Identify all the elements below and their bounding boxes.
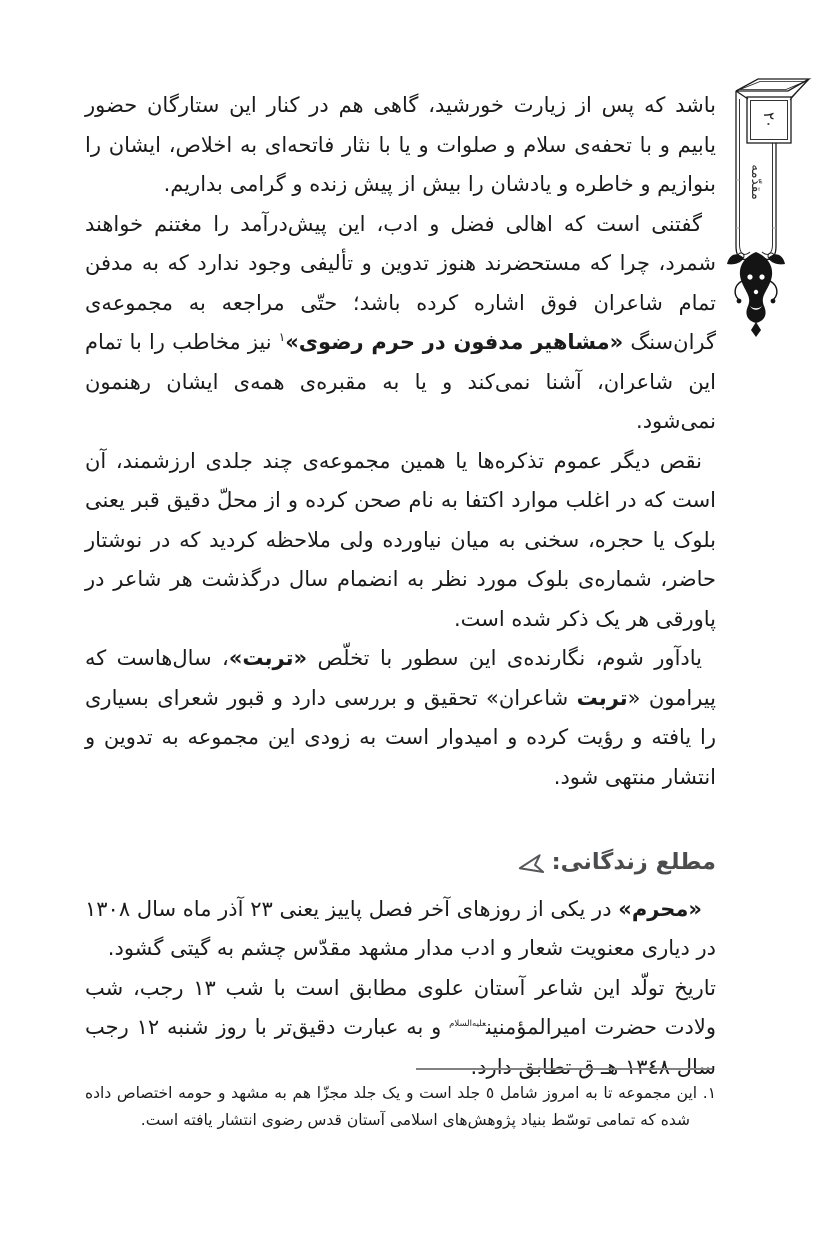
section-arrow-icon xyxy=(515,852,545,879)
text-segment: تربت xyxy=(576,685,628,710)
text-segment: نقص دیگر عموم تذکره‌ها یا همین مجموعه‌ی چند جلدی ارزشمند، آن است که در اغلب موارد اکتفا به نام صحن کرده و از محلّ دقیق قبر یعنی بلوک یا حجره، سخنی به میان نیاورده ولی ملاحظه کردید که در نوشتار حاضر، شماره‌ی بلوک مورد نظر به انضمام سال درگذشت هر شاعر در پاورقی هر یک ذکر شده است. xyxy=(85,448,716,631)
text-segment: «محرم» xyxy=(618,896,702,921)
page-number: ۲۰ xyxy=(760,111,778,129)
text-segment: یادآور شوم، نگارنده‌ی این سطور با تخلّص xyxy=(307,646,702,670)
paragraph xyxy=(85,890,716,969)
margin-bookmark xyxy=(722,70,818,342)
text-segment: و به عبارت دقیق‌تر با روز شنبه ۱۲ رجب سال ۱۳٤۸ هـ ق تطابق دارد. xyxy=(85,1015,716,1079)
footnote-area xyxy=(85,1068,716,1133)
text-segment: در یکی از روزهای آخر فصل پاییز یعنی ۲۳ آذر ماه سال ۱۳۰۸ در دیاری معنویت شعار و ادب مدار مشهد مقدّس چشم به گیتی گشود. xyxy=(85,896,716,960)
footnote-text: ۱. این مجموعه تا به امروز شامل ٥ جلد است و یک جلد مجزّا هم به مشهد و حومه اختصاص داده شده که تمامی توسّط بنیاد پژوهش‌های اسلامی آستان قدس رضوی انتشار یافته است. xyxy=(85,1084,717,1129)
footnote-reference-marker: ۱ xyxy=(278,330,286,344)
paragraph xyxy=(85,205,716,442)
text-segment: گفتنی است که اهالی فضل و ادب، این پیش‌درآمد را مغتنم خواهند شمرد، چرا که مستحضرند هنوز تدوین و تألیفی وجود ندارد که به مدفن تمام شاعران فوق اشاره کرده باشد؛ حتّی مراجعه به مجموعه‌ی گران‌سنگ xyxy=(85,211,716,354)
intro-paragraphs xyxy=(85,86,716,797)
honorific-mark: علیه‌السلام xyxy=(449,1019,487,1029)
footnote-divider xyxy=(416,1068,712,1070)
text-segment: «تربت» xyxy=(228,646,308,670)
paragraph xyxy=(85,639,716,797)
text-column xyxy=(85,86,716,1087)
paragraph xyxy=(85,442,716,640)
text-segment: نیز مخاطب را با تمام این شاعران، آشنا نمی‌کند و یا به مقبره‌ی همه‌ی ایشان رهنمون نمی‌شود. xyxy=(85,330,716,433)
text-segment: ، سال‌هاست که پیرامون « xyxy=(85,646,716,710)
section-heading xyxy=(85,843,716,883)
text-segment: باشد که پس از زیارت خورشید، گاهی هم در کنار این ستارگان حضور یابیم و با تحفه‌ی سلام و صلوات و یا با نثار فاتحه‌ای به اخلاص، ایشان را بنوازیم و خاطره و یادشان را بیش از پیش زنده و گرامی بداریم. xyxy=(85,93,716,196)
section-heading-text: مطلع زندگانی: xyxy=(551,849,716,875)
text-segment: شاعران» تحقیق و بررسی دارد و قبور شعرای بسیاری را یافته و رؤیت کرده و امیدوار است به زودی این مجموعه به تدوین و انتشار منتهی شود. xyxy=(85,685,716,789)
text-segment: تاریخ تولّد این شاعر آستان علوی مطابق است با شب ۱۳ رجب، شب ولادت حضرت امیرالمؤمنین xyxy=(85,975,717,1039)
biography-paragraphs xyxy=(85,890,716,1088)
paragraph xyxy=(85,86,716,205)
text-segment: «مشاهیر مدفون در حرم رضوی» xyxy=(285,330,624,354)
section-tab-label: مقدّمه xyxy=(748,164,764,200)
